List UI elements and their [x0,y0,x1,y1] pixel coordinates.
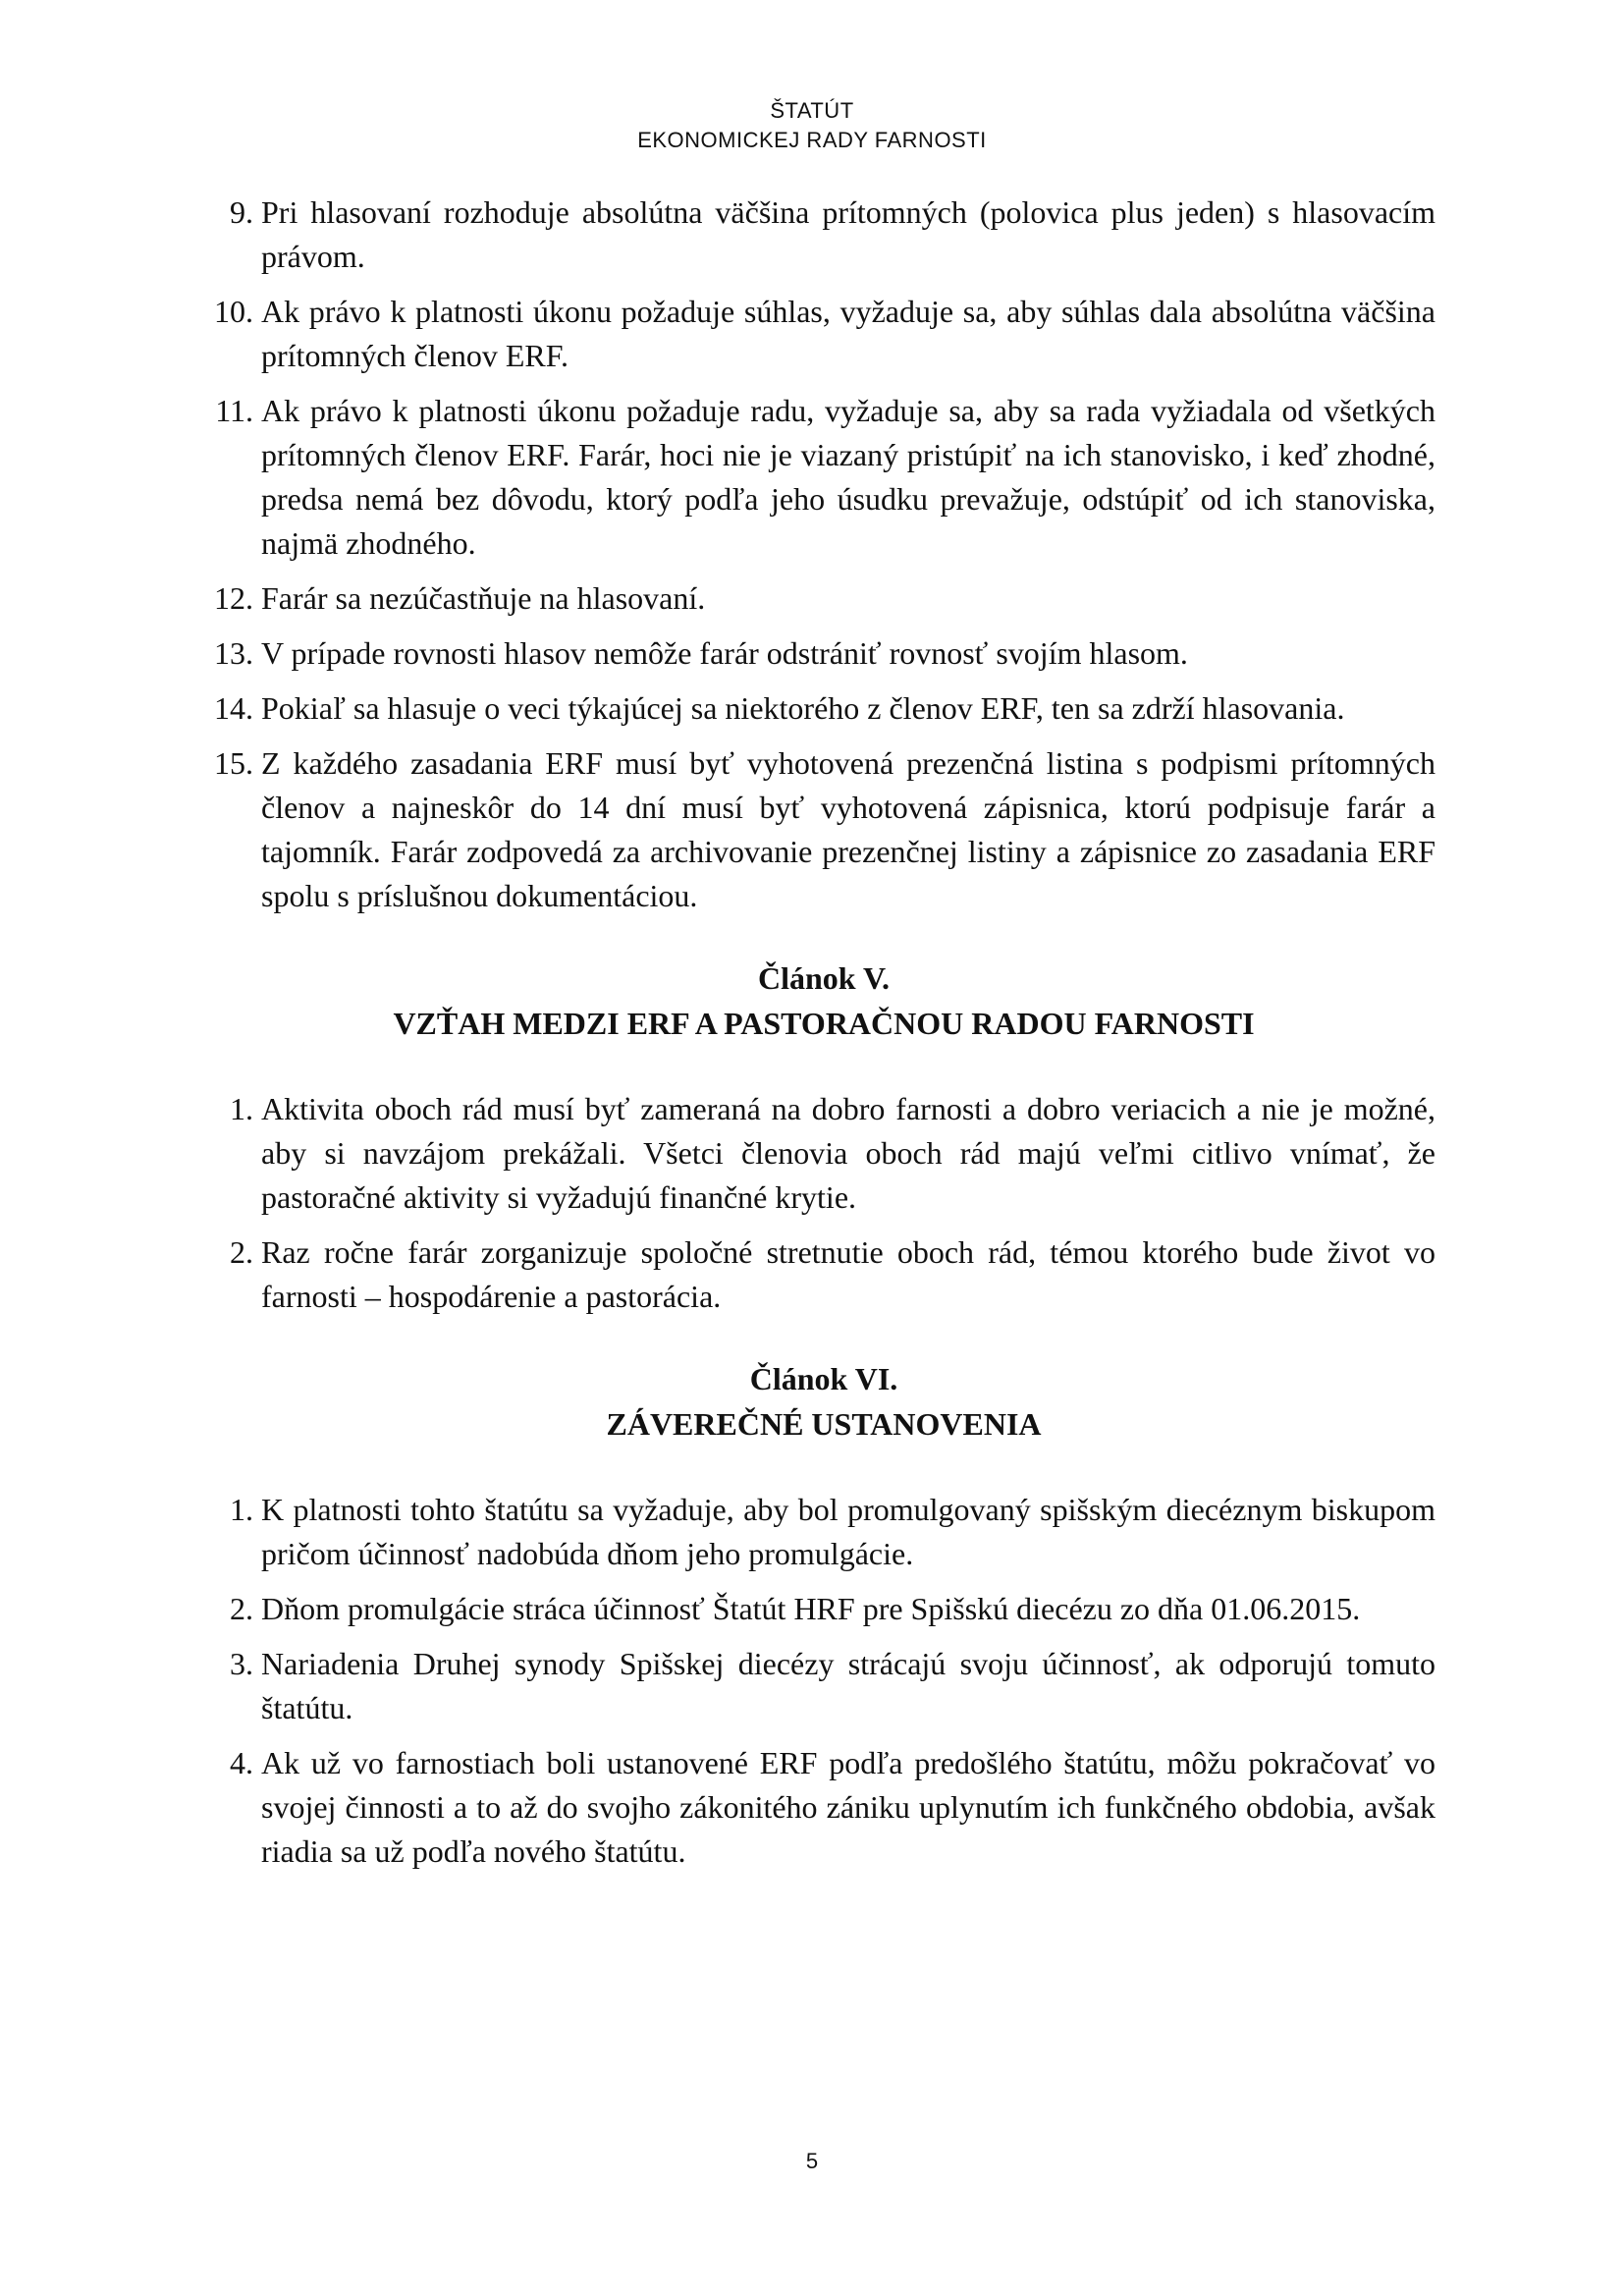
article-number: Článok V. [758,960,890,996]
item-number: 4. [230,1745,253,1780]
item-text: Nariadenia Druhej synody Spišskej diecézy strácajú svoju účinnosť, ak odporujú tomuto štatútu. [261,1646,1435,1725]
page-number: 5 [805,2149,819,2173]
list-item [212,1741,1435,1874]
item-text: Pokiaľ sa hlasuje o veci týkajúcej sa niektorého z členov ERF, ten sa zdrží hlasovania. [261,690,1345,726]
header-title: ŠTATÚT [770,98,854,123]
article-v-list [212,1087,1435,1319]
article-v-heading [212,956,1435,1046]
item-text: K platnosti tohto štatútu sa vyžaduje, aby bol promulgovaný spišským diecéznym biskupom pričom účinnosť nadobúda dňom jeho promulgácie. [261,1492,1435,1571]
article-title: ZÁVEREČNÉ USTANOVENIA [606,1406,1042,1442]
section-iv-list [212,191,1435,918]
item-number: 13. [214,635,253,671]
item-text: Pri hlasovaní rozhoduje absolútna väčšina prítomných (polovica plus jeden) s hlasovacím právom. [261,194,1435,274]
item-number: 10. [214,294,253,329]
item-text: Ak právo k platnosti úkonu požaduje súhlas, vyžaduje sa, aby súhlas dala absolútna väčšina prítomných členov ERF. [261,294,1435,373]
list-item [212,741,1435,918]
item-text: Dňom promulgácie stráca účinnosť Štatút HRF pre Spišskú diecézu zo dňa 01.06.2015. [261,1591,1361,1626]
item-number: 15. [214,745,253,781]
item-number: 2. [230,1591,253,1626]
item-text: Ak právo k platnosti úkonu požaduje radu, vyžaduje sa, aby sa rada vyžiadala od všetkých prítomných členov ERF. Farár, hoci nie je viazaný pristúpiť na ich stanovisko, i keď zhodné, predsa nemá bez dôvodu, ktorý podľa jeho úsudku prevažuje, odstúpiť od ich stanoviska, najmä zhodného. [261,393,1435,561]
document-body [212,191,1435,1885]
item-text: Z každého zasadania ERF musí byť vyhotovená prezenčná listina s podpismi prítomných členov a najneskôr do 14 dní musí byť vyhotovená zápisnica, ktorú podpisuje farár a tajomník. Farár zodpovedá za archivovanie prezenčnej listiny a zápisnice zo zasadania ERF spolu s príslušnou dokumentáciou. [261,745,1435,913]
list-item [212,631,1435,676]
item-number: 1. [230,1091,253,1126]
item-text: Aktivita oboch rád musí byť zameraná na dobro farnosti a dobro veriacich a nie je možné, aby si navzájom prekážali. Všetci členovia oboch rád majú veľmi citlivo vnímať, že pastoračné aktivity si vyžadujú finančné krytie. [261,1091,1435,1215]
list-item [212,1087,1435,1220]
list-item [212,1230,1435,1319]
list-item [212,191,1435,279]
header-subtitle: EKONOMICKEJ RADY FARNOSTI [637,128,987,152]
item-text: V prípade rovnosti hlasov nemôže farár odstrániť rovnosť svojím hlasom. [261,635,1188,671]
item-number: 12. [214,580,253,616]
item-text: Raz ročne farár zorganizuje spoločné stretnutie oboch rád, témou ktorého bude život vo farnosti – hospodárenie a pastorácia. [261,1234,1435,1314]
list-item [212,686,1435,731]
item-number: 14. [214,690,253,726]
article-vi-heading [212,1356,1435,1447]
item-text: Farár sa nezúčastňuje na hlasovaní. [261,580,706,616]
list-item [212,389,1435,566]
item-number: 9. [230,194,253,230]
page-header [0,96,1624,155]
article-title: VZŤAH MEDZI ERF A PASTORAČNOU RADOU FARNOSTI [393,1006,1255,1041]
list-item [212,576,1435,621]
list-item [212,1587,1435,1631]
list-item [212,1488,1435,1576]
item-number: 2. [230,1234,253,1270]
list-item [212,1642,1435,1730]
item-number: 1. [230,1492,253,1527]
list-item [212,290,1435,378]
item-number: 11. [215,393,253,428]
item-number: 3. [230,1646,253,1681]
article-vi-list [212,1488,1435,1874]
article-number: Článok VI. [749,1361,898,1396]
item-text: Ak už vo farnostiach boli ustanovené ERF podľa predošlého štatútu, môžu pokračovať vo svojej činnosti a to až do svojho zákonitého zániku uplynutím ich funkčného obdobia, avšak riadia sa už podľa nového štatútu. [261,1745,1435,1869]
